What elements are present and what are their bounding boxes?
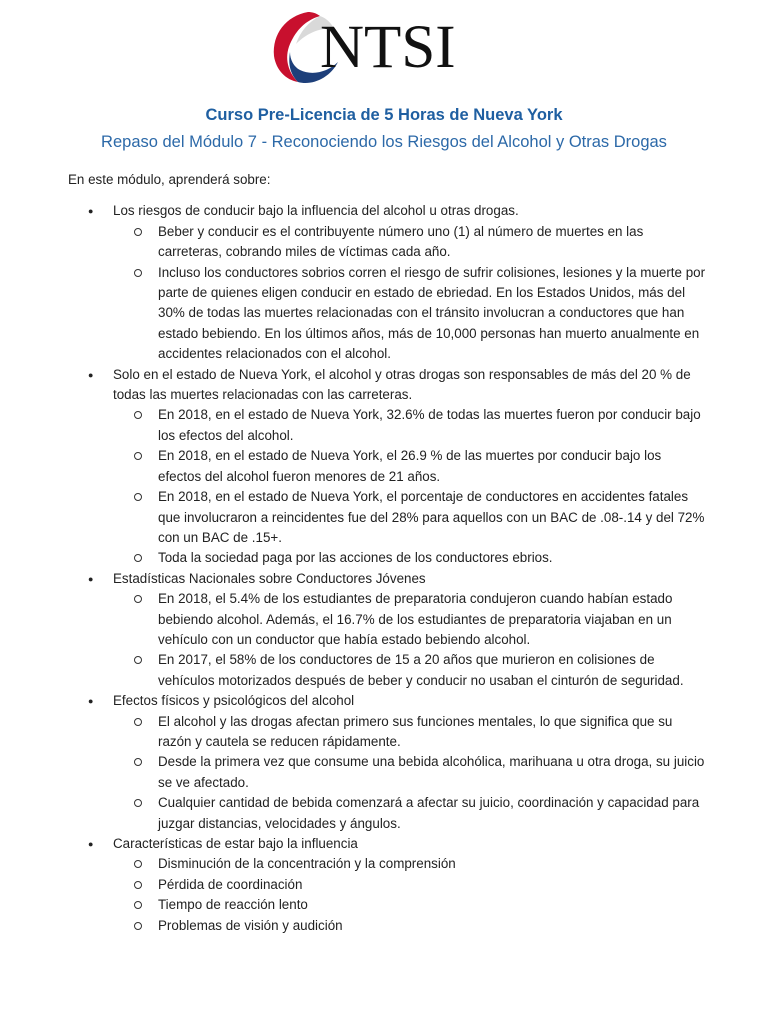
list-item: En 2018, en el estado de Nueva York, el porcentaje de conductores en accidentes fatales que involucraron a reincidentes fue del 28% para aquellos con un BAC de .08-.14 y del 72% con un BAC de .15+. <box>113 487 708 548</box>
page-subtitle: Repaso del Módulo 7 - Reconociendo los Riesgos del Alcohol y Otras Drogas <box>101 133 667 151</box>
module-content <box>68 170 708 936</box>
topic-text: Solo en el estado de Nueva York, el alcohol y otras drogas son responsables de más del 20 % de todas las muertes relacionadas con las carreteras. <box>113 366 691 403</box>
sub-list <box>113 712 708 834</box>
list-item: En 2018, en el estado de Nueva York, el 26.9 % de las muertes por conducir bajo los efectos del alcohol fueron menores de 21 años. <box>113 446 708 487</box>
intro-text: En este módulo, aprenderá sobre: <box>68 172 271 187</box>
topic-text: Estadísticas Nacionales sobre Conductores Jóvenes <box>113 570 426 586</box>
list-item <box>68 691 708 834</box>
list-item: El alcohol y las drogas afectan primero sus funciones mentales, lo que significa que su razón y cautela se reducen rápidamente. <box>113 712 708 753</box>
logo-text: NTSI <box>320 14 456 81</box>
list-item <box>68 569 708 691</box>
list-item <box>68 834 708 936</box>
topic-text: Efectos físicos y psicológicos del alcohol <box>113 693 355 709</box>
sub-list <box>113 589 708 691</box>
sub-list <box>113 405 708 568</box>
list-item: En 2018, en el estado de Nueva York, 32.6% de todas las muertes fueron por conducir bajo los efectos del alcohol. <box>113 405 708 446</box>
page-title: Curso Pre-Licencia de 5 Horas de Nueva York <box>205 106 563 124</box>
sub-list <box>113 222 708 365</box>
list-item: Beber y conducir es el contribuyente número uno (1) al número de muertes en las carreteras, cobrando miles de víctimas cada año. <box>113 222 708 263</box>
list-item: Incluso los conductores sobrios corren el riesgo de sufrir colisiones, lesiones y la muerte por parte de quienes eligen conducir en estado de ebriedad. En los Estados Unidos, más del 30% de todas las muertes relacionadas con el tránsito involucran a conductores que han estado bebiendo. En los últimos años, más de 10,000 personas han muerto anualmente en accidentes relacionados con el alcohol. <box>113 263 708 365</box>
list-item: Pérdida de coordinación <box>113 875 708 895</box>
list-item: En 2018, el 5.4% de los estudiantes de preparatoria condujeron cuando habían estado bebiendo alcohol. Además, el 16.7% de los estudiantes de preparatoria viajaban en un vehículo con un conductor que había estado bebiendo alcohol. <box>113 589 708 650</box>
list-item: Disminución de la concentración y la comprensión <box>113 854 708 874</box>
list-item <box>68 201 708 364</box>
list-item: En 2017, el 58% de los conductores de 15 a 20 años que murieron en colisiones de vehículos motorizados después de beber y conducir no usaban el cinturón de seguridad. <box>113 650 708 691</box>
list-item: Tiempo de reacción lento <box>113 895 708 915</box>
topic-text: Los riesgos de conducir bajo la influencia del alcohol u otras drogas. <box>113 203 519 219</box>
sub-list <box>113 854 708 936</box>
topic-text: Características de estar bajo la influencia <box>113 836 358 851</box>
list-item <box>68 365 708 569</box>
list-item: Toda la sociedad paga por las acciones de los conductores ebrios. <box>113 548 708 568</box>
ntsi-logo <box>268 10 492 86</box>
list-item: Problemas de visión y audición <box>113 916 708 936</box>
list-item: Desde la primera vez que consume una bebida alcohólica, marihuana u otra droga, su juicio se ve afectado. <box>113 752 708 793</box>
list-item: Cualquier cantidad de bebida comenzará a afectar su juicio, coordinación y capacidad para juzgar distancias, velocidades y ángulos. <box>113 793 708 834</box>
topic-list <box>68 201 708 936</box>
